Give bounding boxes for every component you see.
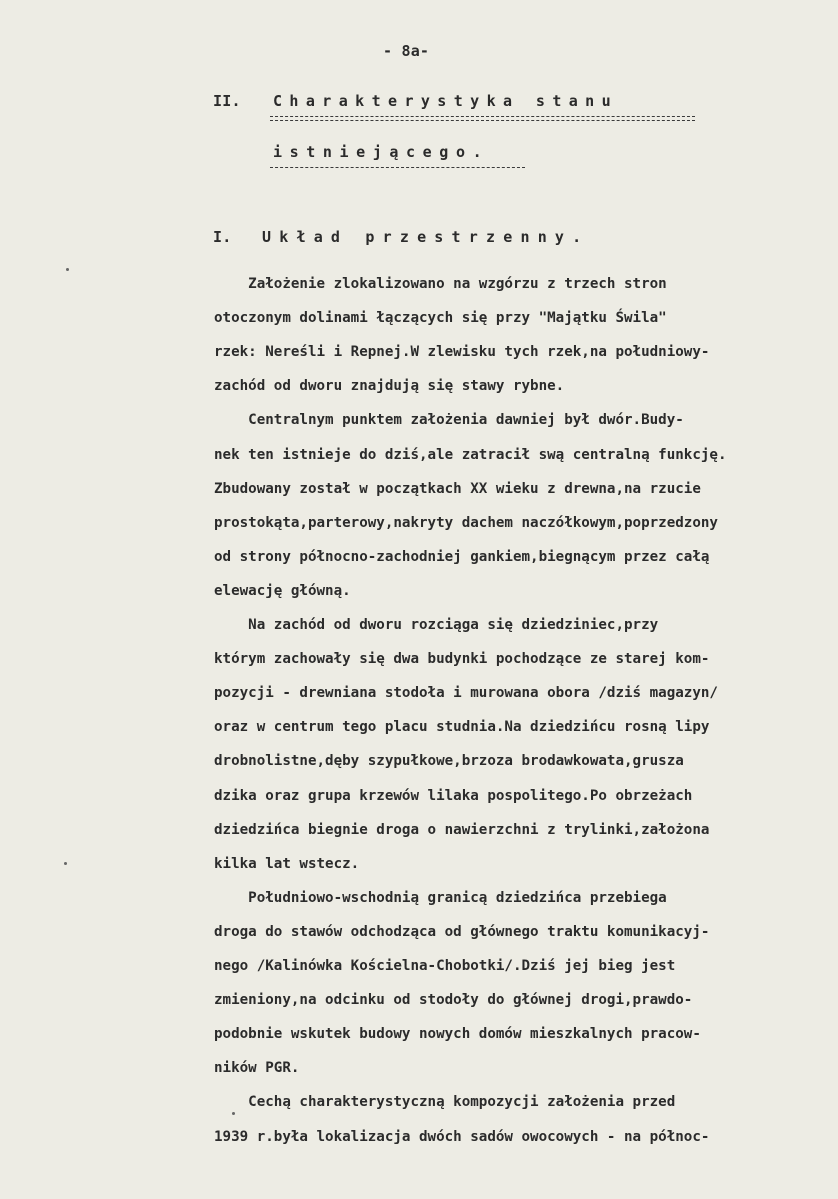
text-line: nego /Kalinówka Kościelna-Chobotki/.Dziś jej bieg jest (214, 958, 676, 974)
text-line: pozycji - drewniana stodoła i murowana obora /dziś magazyn/ (214, 685, 718, 702)
text-line: droga do stawów odchodząca od głównego traktu komunikacyj- (214, 923, 710, 940)
title-underline-1 (270, 116, 695, 117)
section-number: II. (213, 92, 241, 110)
text-line: nek ten istnieje do dziś,ale zatracił swą centralną funkcję. (214, 446, 727, 463)
page-number: - 8a- (383, 42, 430, 60)
text-line: Centralnym punktem założenia dawniej był dwór.Budy- (214, 412, 684, 429)
text-line: rzek: Nereśli i Repnej.W zlewisku tych rzek,na południowy- (214, 344, 710, 361)
text-line: otoczonym dolinami łączących się przy "Majątku Świla" (214, 310, 667, 327)
text-line: od strony północno-zachodniej gankiem,biegnącym przez całą (214, 548, 710, 565)
title-underline-2 (270, 167, 525, 168)
text-line: zachód od dworu znajdują się stawy rybne. (214, 378, 565, 395)
text-line: dzika oraz grupa krzewów lilaka pospolitego.Po obrzeżach (214, 787, 693, 804)
text-line: którym zachowały się dwa budynki pochodzące ze starej kom- (214, 651, 710, 668)
subsection-title: Układ przestrzenny. (262, 228, 590, 246)
margin-speck (66, 268, 69, 271)
text-line: oraz w centrum tego placu studnia.Na dziedzińcu rosną lipy (214, 719, 710, 736)
text-line: Zbudowany został w początkach XX wieku z drewna,na rzucie (214, 480, 701, 497)
text-line: drobnolistne,dęby szypułkowe,brzoza brodawkowata,grusza (214, 753, 684, 770)
margin-speck (232, 1112, 235, 1115)
text-line: Cechą charakterystyczną kompozycji założenia przed (214, 1094, 676, 1111)
text-line: ników PGR. (214, 1060, 300, 1077)
text-line: Na zachód od dworu rozciąga się dziedziniec,przy (214, 617, 659, 633)
text-line: podobnie wskutek budowy nowych domów mieszkalnych pracow- (214, 1026, 701, 1043)
subsection-number: I. (213, 228, 232, 246)
text-line: Południowo-wschodnią granicą dziedzińca przebiega (214, 889, 667, 906)
section-title-line-2: istniejącego. (273, 143, 490, 161)
margin-speck (64, 862, 67, 865)
text-line: Założenie zlokalizowano na wzgórzu z trzech stron (214, 276, 667, 292)
text-line: kilka lat wstecz. (214, 855, 360, 872)
title-underline-1b (270, 120, 695, 121)
text-line: dziedzińca biegnie droga o nawierzchni z trylinki,założona (214, 821, 710, 838)
text-line: elewację główną. (214, 582, 351, 599)
text-line: zmieniony,na odcinku od stodoły do głównej drogi,prawdo- (214, 992, 693, 1009)
section-title-line-1: Charakterystyka stanu (273, 92, 619, 110)
text-line: 1939 r.była lokalizacja dwóch sadów owocowych - na północ- (214, 1128, 710, 1145)
text-line: prostokąta,parterowy,nakryty dachem naczółkowym,poprzedzony (214, 514, 718, 531)
